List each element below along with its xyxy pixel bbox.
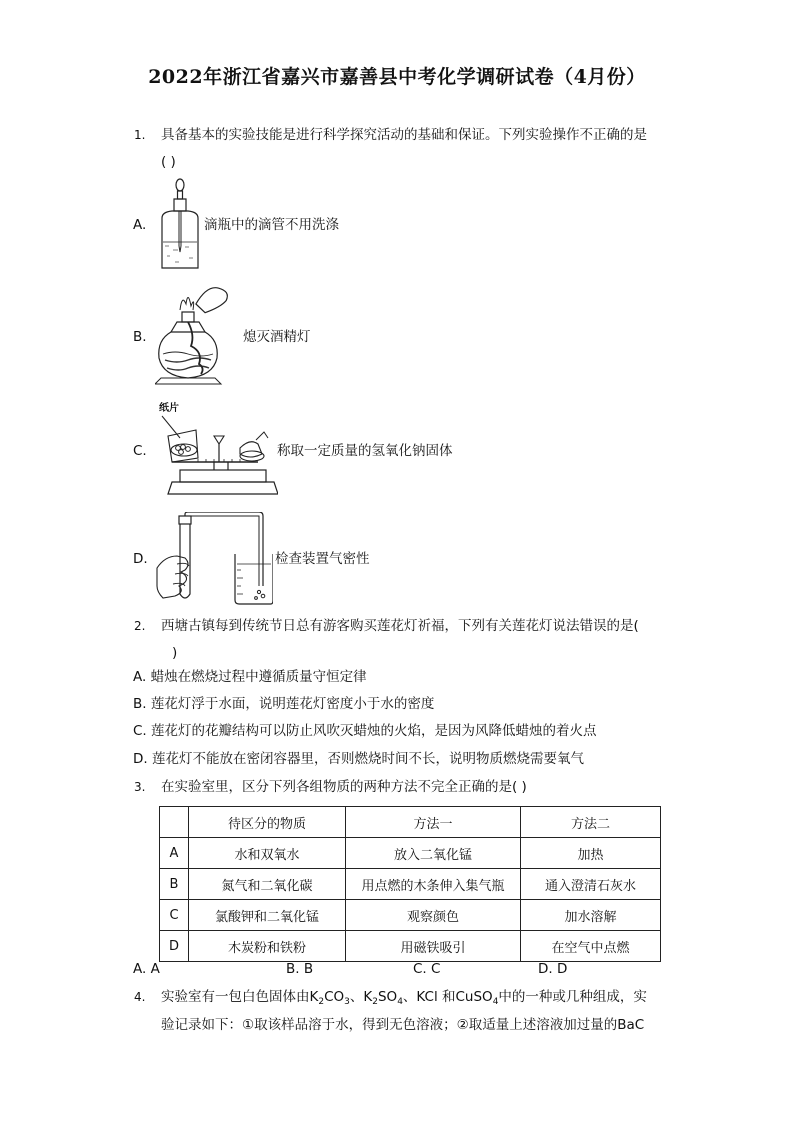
table-header-cell: 待区分的物质 [189,807,346,838]
table-row [160,869,661,900]
q1-option-b-letter[interactable]: B. [133,329,147,345]
q3-option-c[interactable]: C. C [413,961,441,977]
table-cell: D [160,931,189,962]
dropper-bottle-figure [155,176,203,272]
q1-blank: ( ) [161,154,176,170]
table-cell: 在空气中点燃 [521,931,661,962]
q1-number: 1. [134,128,146,142]
table-header-cell: 方法二 [521,807,661,838]
q3-number: 3. [134,780,146,794]
q3-option-b[interactable]: B. B [286,961,314,977]
q2-option-a-text: 蜡烛在燃烧过程中遵循质量守恒定律 [150,669,367,685]
table-cell: C [160,900,189,931]
table-row [160,838,661,869]
page-title: 2022年浙江省嘉兴市嘉善县中考化学调研试卷（4月份） [148,66,646,88]
table-cell: 水和双氧水 [189,838,346,869]
q2-stem-end: ) [172,645,178,661]
q1-option-c-text: 称取一定质量的氢氧化钠固体 [277,443,453,459]
q1-option-d-text: 检查装置气密性 [275,551,370,567]
q2-option-c[interactable] [133,722,597,740]
q1-option-c-letter[interactable]: C. [133,443,147,459]
table-cell: 用点燃的木条伸入集气瓶 [346,869,521,900]
table-header-row [160,807,661,838]
table-cell: A [160,838,189,869]
q2-option-a-letter: A. [133,669,147,685]
q1-option-b-text: 熄灭酒精灯 [243,329,311,345]
q2-option-d-letter: D. [133,751,148,767]
table-cell: 放入二氧化锰 [346,838,521,869]
q2-option-b[interactable] [133,695,434,713]
q4-line-1: 实验室有一包白色固体由$K_2CO_3$、$K_2SO_4$、KCl 和CuSO$_4$中的一种或几种组成，实 [161,989,647,1007]
table-cell: 氮气和二氧化碳 [189,869,346,900]
q4-line-2: 验记录如下：①取该样品溶于水，得到无色溶液；②取适量上述溶液加过量的BaC [161,1017,645,1033]
table-cell: 加水溶解 [521,900,661,931]
q2-option-c-letter: C. [133,723,147,739]
q3-option-a[interactable]: A. A [133,961,160,977]
airtightness-check-figure [155,512,273,606]
q1-option-a-text: 滴瓶中的滴管不用洗涤 [204,217,339,233]
table-cell: 氯酸钾和二氧化锰 [189,900,346,931]
table-header-cell: 方法一 [346,807,521,838]
alcohol-lamp-figure [155,280,235,390]
q3-table [159,806,661,962]
q2-option-c-text: 莲花灯的花瓣结构可以防止风吹灭蜡烛的火焰，是因为风降低蜡烛的着火点 [151,723,597,739]
q1-option-d-letter[interactable]: D. [133,551,148,567]
table-cell: B [160,869,189,900]
q4-number: 4. [134,990,146,1004]
q2-option-d-text: 莲花灯不能放在密闭容器里，否则燃烧时间不长，说明物质燃烧需要氧气 [151,751,584,767]
table-cell: 用磁铁吸引 [346,931,521,962]
table-cell: 加热 [521,838,661,869]
table-header-cell [160,807,189,838]
q2-option-b-text: 莲花灯浮于水面，说明莲花灯密度小于水的密度 [150,696,435,712]
q2-stem: 西塘古镇每到传统节日总有游客购买莲花灯祈福，下列有关莲花灯说法错误的是( [161,618,639,634]
q3-option-d[interactable]: D. D [538,961,568,977]
table-cell: 木炭粉和铁粉 [189,931,346,962]
q2-number: 2. [134,619,146,633]
q2-option-d[interactable] [133,750,584,768]
table-cell: 通入澄清石灰水 [521,869,661,900]
balance-figure [158,414,278,500]
q3-stem: 在实验室里，区分下列各组物质的两种方法不完全正确的是( ) [161,779,527,795]
table-cell: 观察颜色 [346,900,521,931]
q1-option-a-letter[interactable]: A. [133,217,147,233]
table-row [160,931,661,962]
q1-stem: 具备基本的实验技能是进行科学探究活动的基础和保证。下列实验操作不正确的是 [161,127,647,143]
q1-option-c-figure-label: 纸片 [159,403,179,414]
q2-option-b-letter: B. [133,696,147,712]
q2-option-a[interactable] [133,668,367,686]
table-row [160,900,661,931]
